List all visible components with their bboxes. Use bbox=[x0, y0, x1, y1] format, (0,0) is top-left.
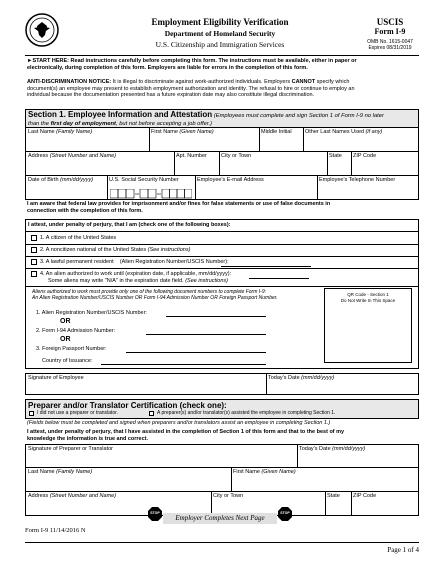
start-here-text-1: Read instructions carefully before completing this form. The instructions must be available, either in paper or bbox=[70, 58, 357, 64]
email-label: Employee's E-mail Address bbox=[197, 177, 264, 183]
aware-text-2: connection with the completion of this form. bbox=[27, 207, 143, 214]
preparer-city-field[interactable] bbox=[212, 500, 324, 514]
country-label: Country of Issuance: bbox=[42, 358, 93, 364]
city-field[interactable] bbox=[220, 160, 326, 174]
employee-signature-field[interactable] bbox=[27, 382, 265, 394]
address-row bbox=[25, 152, 419, 176]
permanent-resident-checkbox[interactable] bbox=[31, 259, 37, 265]
preparer-first-name-field[interactable] bbox=[232, 476, 418, 490]
stop-icon-left bbox=[148, 507, 162, 521]
aware-statement bbox=[27, 201, 419, 214]
preparer-address-label: Address bbox=[28, 493, 49, 499]
footer-rule bbox=[25, 542, 419, 543]
no-preparer-checkbox[interactable] bbox=[29, 411, 34, 416]
first-name-hint: (Given Name) bbox=[179, 129, 214, 135]
dob-label: Date of Birth bbox=[28, 177, 59, 183]
address-field[interactable] bbox=[27, 160, 173, 174]
next-page-banner bbox=[163, 513, 277, 524]
alien-number-line[interactable] bbox=[221, 266, 311, 267]
last-name-hint: (Family Name) bbox=[56, 129, 93, 135]
doc-passport-label: 3. Foreign Passport Number: bbox=[36, 346, 107, 352]
employee-date-label: Today's Date bbox=[268, 375, 300, 381]
address-label: Address bbox=[28, 153, 49, 159]
employee-date-field[interactable] bbox=[267, 382, 418, 394]
option-permanent-resident-label: 3. A lawful permanent resident bbox=[40, 259, 114, 265]
qr-label-2: Do Not Write In This Space bbox=[340, 298, 396, 303]
next-page-text: Employer Completes Next Page bbox=[175, 514, 265, 522]
zip-label: ZIP Code bbox=[353, 153, 377, 159]
preparer-city-label: City or Town bbox=[213, 493, 244, 499]
preparer-signature-label: Signature of Preparer or Translator bbox=[28, 446, 113, 452]
preparer-header bbox=[25, 399, 419, 419]
section1-note-2a: than the bbox=[28, 120, 49, 127]
aware-text-1: I am aware that federal law provides for imprisonment and/or fines for false statements or use of false documents in bbox=[27, 201, 331, 207]
section1-note-1: (Employees must complete and sign Section 1 of Form I-9 no later bbox=[213, 113, 384, 119]
page-number: Page 1 of 4 bbox=[387, 546, 419, 554]
preparer-last-name-label: Last Name bbox=[28, 469, 55, 475]
dob-field[interactable] bbox=[27, 184, 105, 198]
option-alien-hint: (See instructions) bbox=[185, 278, 228, 284]
preparer-date-hint: (mm/dd/yyyy) bbox=[332, 446, 366, 452]
preparer-signature-row bbox=[25, 444, 419, 468]
expiration-date: Expires 08/31/2019 bbox=[368, 45, 412, 51]
citizen-checkbox[interactable] bbox=[31, 235, 37, 241]
preparer-attest-1: I attest, under penalty of perjury, that I have assisted in the completion of Section 1 of this form and that to the best of my bbox=[27, 429, 345, 435]
section1-note-2c: , but not before accepting a job offer.) bbox=[115, 120, 213, 127]
department-name: Department of Homeland Security bbox=[164, 29, 276, 38]
form-title: Employment Eligibility Verification bbox=[151, 17, 289, 27]
anti-label: ANTI-DISCRIMINATION NOTICE: bbox=[27, 79, 112, 85]
expiration-date-line[interactable] bbox=[249, 278, 309, 279]
zip-field[interactable] bbox=[352, 160, 418, 174]
section1-note-2b: first day of employment bbox=[50, 120, 116, 127]
option-alien-authorized-label: 4. An alien authorized to work until (expiration date, if applicable, mm/dd/yyyy): bbox=[40, 271, 232, 277]
agency-name: U.S. Citizenship and Immigration Services bbox=[155, 40, 285, 49]
attestation-box bbox=[25, 219, 419, 369]
other-last-names-field[interactable] bbox=[304, 136, 418, 150]
header-rule bbox=[25, 55, 419, 56]
preparer-first-name-hint: (Given Name) bbox=[261, 469, 296, 475]
city-label: City or Town bbox=[221, 153, 252, 159]
form-id: Form I-9 11/14/2016 N bbox=[25, 527, 86, 534]
middle-initial-field[interactable] bbox=[260, 136, 302, 150]
doc-alien-number-line[interactable] bbox=[166, 316, 266, 317]
preparer-used-checkbox[interactable] bbox=[149, 411, 154, 416]
email-field[interactable] bbox=[196, 184, 316, 198]
qr-label-1: QR Code - Section 1 bbox=[347, 292, 389, 297]
doc-alien-number-label: 1. Alien Registration Number/USCIS Number: bbox=[36, 310, 147, 316]
alien-note-1: Aliens authorized to work must provide only one of the following document numbers to complete Form I-9: bbox=[32, 289, 267, 295]
doc-i94-line[interactable] bbox=[146, 334, 266, 335]
attest-heading: I attest, under penalty of perjury, that I am (check one of the following boxes): bbox=[28, 222, 231, 228]
noncitizen-national-checkbox[interactable] bbox=[31, 247, 37, 253]
anti-text-1b: specify which bbox=[316, 79, 350, 85]
preparer-title: Preparer and/or Translator Certification (check one): bbox=[28, 401, 227, 410]
phone-label: Employee's Telephone Number bbox=[319, 177, 396, 183]
start-here-text-2: electronically, during completion of this form. Employers are liable for errors in the completion of this form. bbox=[27, 64, 308, 71]
preparer-last-name-hint: (Family Name) bbox=[56, 469, 93, 475]
dhs-seal bbox=[25, 13, 59, 47]
preparer-first-name-label: First Name bbox=[233, 469, 260, 475]
other-last-names-label: Other Last Names Used bbox=[305, 129, 364, 135]
anti-text-1a: It is illegal to discriminate against work-authorized individuals. Employers bbox=[112, 79, 291, 85]
qr-code-box bbox=[324, 288, 412, 363]
anti-cannot: CANNOT bbox=[291, 79, 316, 85]
stop-icon-right bbox=[278, 507, 292, 521]
preparer-note: (Fields below must be completed and signed when preparers and/or translators assist an employee in completing Section 1.) bbox=[27, 420, 331, 426]
anti-text-2: document(s) an employee may present to establish employment authorization and identity. The refusal to hire or continue to employ an bbox=[27, 85, 355, 92]
doc-passport-line[interactable] bbox=[126, 352, 266, 353]
preparer-zip-field[interactable] bbox=[352, 500, 418, 514]
preparer-date-label: Today's Date bbox=[299, 446, 331, 452]
anti-discrimination-notice bbox=[27, 79, 419, 99]
preparer-state-field[interactable] bbox=[326, 500, 350, 514]
form-number: Form I-9 bbox=[374, 27, 406, 36]
preparer-zip-label: ZIP Code bbox=[353, 493, 377, 499]
no-preparer-label: I did not use a preparer or translator. bbox=[37, 410, 118, 416]
preparer-signature-field[interactable] bbox=[27, 453, 295, 467]
dob-hint: (mm/dd/yyyy) bbox=[60, 177, 94, 183]
option-citizen-label: 1. A citizen of the United States bbox=[40, 235, 117, 241]
agency-code: USCIS bbox=[376, 17, 404, 27]
last-name-label: Last Name bbox=[28, 129, 55, 135]
section1-title: Section 1. Employee Information and Attestation bbox=[28, 110, 213, 119]
phone-field[interactable] bbox=[318, 184, 418, 198]
stop-label-left: STOP bbox=[150, 511, 160, 515]
option-permanent-resident-hint: (Alien Registration Number/USCIS Number): bbox=[119, 259, 229, 265]
section1-header bbox=[25, 109, 419, 128]
option-noncitizen-label: 2. A noncitizen national of the United States bbox=[40, 247, 147, 253]
preparer-attest-2: knowledge the information is true and correct. bbox=[27, 435, 149, 442]
preparer-state-label: State bbox=[327, 493, 340, 499]
anti-text-3: individual because the documentation presented has a future expiration date may also constitute illegal discrimination. bbox=[27, 92, 315, 98]
state-label: State bbox=[329, 153, 342, 159]
state-field[interactable] bbox=[328, 160, 350, 174]
preparer-attest bbox=[27, 429, 419, 442]
ssn-label: U.S. Social Security Number bbox=[109, 177, 179, 183]
alien-note-2: An Alien Registration Number/USCIS Number OR Form I-94 Admission Number OR Foreign Passport Number. bbox=[32, 295, 278, 301]
first-name-field[interactable] bbox=[150, 136, 258, 150]
alien-authorized-checkbox[interactable] bbox=[31, 271, 37, 277]
option-alien-sub: Some aliens may write "N/A" in the expiration date field. bbox=[48, 278, 184, 284]
preparer-date-field[interactable] bbox=[298, 453, 418, 467]
other-last-names-hint: (if any) bbox=[365, 129, 383, 135]
employee-signature-label: Signature of Employee bbox=[28, 375, 84, 381]
apt-number-field[interactable] bbox=[175, 160, 217, 174]
alien-note bbox=[32, 289, 312, 301]
country-line[interactable] bbox=[101, 364, 266, 365]
middle-initial-label: Middle Initial bbox=[261, 129, 292, 135]
employee-date-hint: (mm/dd/yyyy) bbox=[301, 375, 335, 381]
preparer-used-label: A preparer(s) and/or translator(s) assisted the employee in completing Section 1. bbox=[157, 410, 336, 416]
stop-label-right: STOP bbox=[280, 511, 290, 515]
last-name-field[interactable] bbox=[27, 136, 147, 150]
or-label-2: OR bbox=[60, 336, 71, 343]
omb-number: OMB No. 1615-0047 bbox=[367, 39, 413, 45]
doc-i94-label: 2. Form I-94 Admission Number: bbox=[36, 328, 116, 334]
name-row bbox=[25, 128, 419, 152]
preparer-address-hint: (Street Number and Name) bbox=[49, 493, 117, 499]
preparer-last-name-field[interactable] bbox=[27, 476, 230, 490]
or-label-1: OR bbox=[60, 318, 71, 325]
start-here-notice bbox=[27, 58, 419, 71]
employee-signature-row bbox=[25, 373, 419, 395]
option-noncitizen-hint: (See instructions) bbox=[147, 247, 191, 253]
ssn-field[interactable] bbox=[110, 186, 192, 196]
preparer-address-field[interactable] bbox=[27, 500, 209, 514]
first-name-label: First Name bbox=[151, 129, 178, 135]
preparer-name-row bbox=[25, 468, 419, 492]
apt-number-label: Apt. Number bbox=[176, 153, 207, 159]
start-here-label: ►START HERE: bbox=[27, 58, 70, 64]
address-hint: (Street Number and Name) bbox=[49, 153, 117, 159]
dob-row bbox=[25, 176, 419, 200]
